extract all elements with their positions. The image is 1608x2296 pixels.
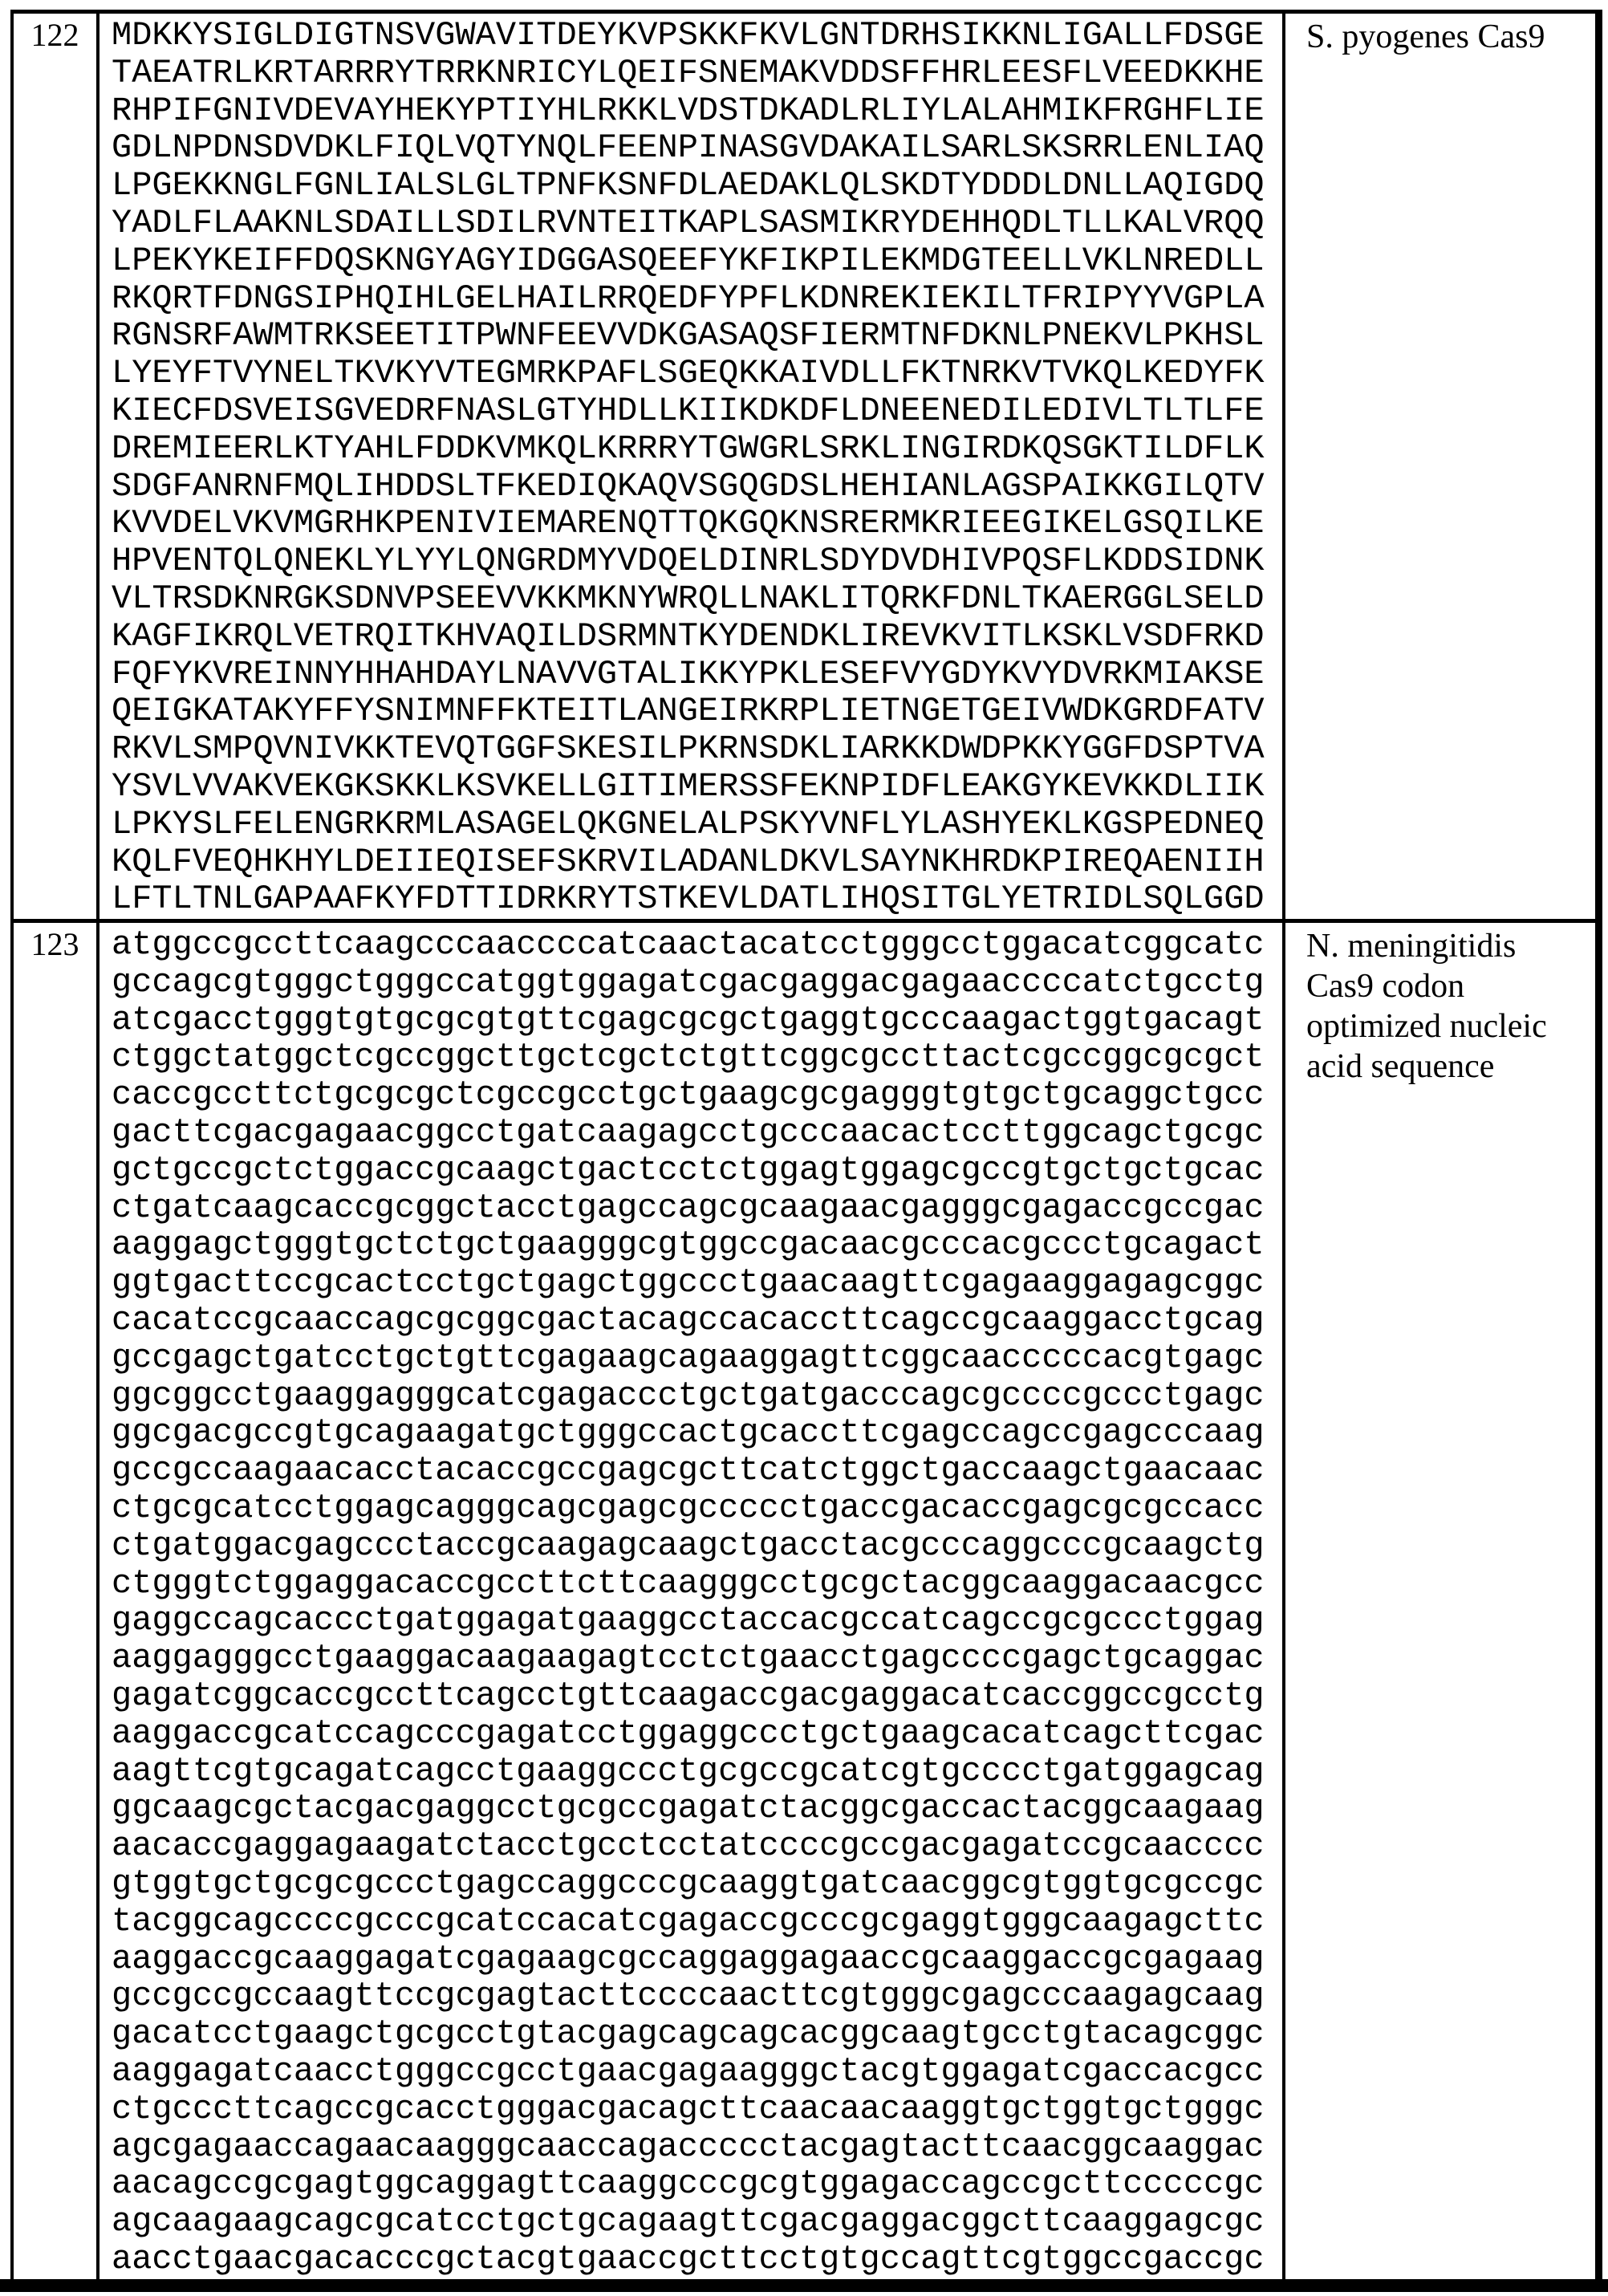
sequence-line: atggccgccttcaagcccaaccccatcaactacatcctgggcctggacatcggcatc: [112, 925, 1265, 964]
sequence-line: KQLFVEQHKHYLDEIIEQISEFSKRVILADANLDKVLSAYNKHRDKPIREQAENIIH: [112, 842, 1265, 881]
sequence-line: SDGFANRNFMQLIHDDSLTFKEDIQKAQVSGQGDSLHEHIANLAGSPAIKKGILQTV: [112, 466, 1265, 506]
sequence-line: gacttcgacgagaacggcctgatcaagagcctgcccaacactccttggcagctgcgc: [112, 1112, 1265, 1152]
sequence-line: KVVDELVKVMGRHKPENIVIEMARENQTTQKGQKNSRERMKRIEEGIKELGSQILKE: [112, 504, 1265, 543]
sequence-line: ctgcccttcagccgcacctgggacgacagcttcaacaacaaggtgctggtgctgggc: [112, 2089, 1265, 2128]
sequence-line: ctggctatggctcgccggcttgctcgctctgttcggcgccttactcgccggcgcgct: [112, 1038, 1265, 1077]
sequence-line: gccgccaagaacacctacaccgccgagcgcttcatctggctgaccaagctgaacaac: [112, 1451, 1265, 1490]
sequence-line: ctgatcaagcaccgcggctacctgagccagcgcaagaacgagggcgagaccgccgac: [112, 1188, 1265, 1227]
sequence-line: aagttcgtgcagatcagcctgaaggccctgcgccgcatcgtgcccctgatggagcag: [112, 1751, 1265, 1790]
table-row: [14, 923, 1595, 2279]
sequence-line: ggcaagcgctacgacgaggcctgcgccgagatctacggcgaccactacggcaagaag: [112, 1789, 1265, 1828]
sequence-listing-table: [10, 10, 1602, 2279]
description-line: S. pyogenes Cas9: [1306, 18, 1545, 55]
sequence-line: gaggccagcaccctgatggagatgaaggcctaccacgccatcagccgcgccctggag: [112, 1601, 1265, 1640]
sequence-line: ggcggcctgaaggagggcatcgagaccctgctgatgacccagcgccccgccctgagc: [112, 1376, 1265, 1415]
sequence-line: LPKYSLFELENGRKRMLASAGELQKGNELALPSKYVNFLYLASHYEKLKGSPEDNEQ: [112, 804, 1265, 843]
sequence-line: agcaagaagcagcgcatcctgctgcagaagttcgacgaggacggcttcaaggagcgc: [112, 2202, 1265, 2241]
sequence-line: caccgccttctgcgcgctcgccgcctgctgaagcgcgagggtgtgctgcaggctgcc: [112, 1075, 1265, 1115]
sequence-line: ctgcgcatcctggagcagggcagcgagcgccccctgaccgacaccgagcgcgccacc: [112, 1488, 1265, 1527]
sequence-line: aaggaccgcaaggagatcgagaagcgccaggaggagaaccgcaaggaccgcgagaag: [112, 1939, 1265, 1978]
sequence-line: aacagccgcgagtggcaggagttcaaggcccgcgtggagaccagccgcttcccccgc: [112, 2164, 1265, 2204]
sequence-line: aacaccgaggagaagatctacctgcctcctatccccgccgacgagatccgcaacccc: [112, 1827, 1265, 1866]
sequence-line: gccgccgccaagttccgcgagtacttccccaacttcgtgggcgagcccaagagcaag: [112, 1977, 1265, 2016]
sequence-line: gccgagctgatcctgctgttcgagaagcagaaggagttcggcaacccccacgtgagc: [112, 1338, 1265, 1377]
sequence-line: KAGFIKRQLVETRQITKHVAQILDSRMNTKYDENDKLIREVKVITLKSKLVSDFRKD: [112, 616, 1265, 656]
sequence-description: [1285, 14, 1595, 919]
sequence-line: VLTRSDKNRGKSDNVPSEEVVKKMKNYWRQLLNAKLITQRKFDNLTKAERGGLSELD: [112, 579, 1265, 618]
sequence-line: ctgggtctggaggacaccgccttcttcaagggcctgcgctacggcaaggacaacgcc: [112, 1563, 1265, 1603]
sequence-line: ctgatggacgagccctaccgcaagagcaagctgacctacgcccaggcccgcaagctg: [112, 1526, 1265, 1565]
sequence-line: GDLNPDNSDVDKLFIQLVQTYNQLFEENPINASGVDAKAILSARLSKSRRLENLIAQ: [112, 128, 1265, 168]
sequence-line: gagatcggcaccgccttcagcctgttcaagaccgacgaggacatcaccggccgcctg: [112, 1676, 1265, 1715]
sequence-line: RGNSRFAWMTRKSEETITPWNFEEVVDKGASAQSFIERMTNFDKNLPNEKVLPKHSL: [112, 316, 1265, 356]
sequence-line: RKVLSMPQVNIVKKTEVQTGGFSKESILPKRNSDKLIARKKDWDPKKYGGFDSPTVA: [112, 729, 1265, 769]
sequence-line: FQFYKVREINNYHHAHDAYLNAVVGTALIKKYPKLESEFVYGDYKVYDVRKMIAKSE: [112, 654, 1265, 693]
sequence-line: aaggagatcaacctgggccgcctgaacgagaagggctacgtggagatcgaccacgcc: [112, 2051, 1265, 2091]
sequence-line: aaggaccgcatccagcccgagatcctggaggccctgctgaagcacatcagcttcgac: [112, 1713, 1265, 1753]
sequence-line: LPEKYKEIFFDQSKNGYAGYIDGGASQEEFYKFIKPILEKMDGTEELLVKLNREDLL: [112, 241, 1265, 280]
page-bottom-rule: [0, 2279, 1608, 2292]
sequence-line: gctgccgctctggaccgcaagctgactcctctggagtggagcgccgtgctgctgcac: [112, 1150, 1265, 1189]
sequence-line: agcgagaaccagaacaagggcaaccagaccccctacgagtacttcaacggcaaggac: [112, 2127, 1265, 2166]
sequence-line: ggtgacttccgcactcctgctgagctggccctgaacaagttcgagaaggagagcggc: [112, 1263, 1265, 1302]
description-line: optimized nucleic: [1306, 1008, 1547, 1045]
sequence-line: YSVLVVAKVEKGKSKKLKSVKELLGITIMERSSFEKNPIDFLEAKGYKEVKKDLIIK: [112, 766, 1265, 806]
sequence-line: gccagcgtgggctgggccatggtggagatcgacgaggacgagaaccccatctgcctg: [112, 962, 1265, 1002]
sequence-line: gtggtgctgcgcgccctgagccaggcccgcaaggtgatcaacggcgtggtgcgccgc: [112, 1863, 1265, 1903]
sequence-line: HPVENTQLQNEKLYLYYLQNGRDMYVDQELDINRLSDYDVDHIVPQSFLKDDSIDNK: [112, 542, 1265, 581]
sequence-line: RHPIFGNIVDEVAYHEKYPTIYHLRKKLVDSTDKADLRLIYLALAHMIKFRGHFLIE: [112, 91, 1265, 130]
seq-id: 123: [14, 923, 99, 2279]
sequence-line: aaggagggcctgaaggacaagaagagtcctctgaacctgagccccgagctgcaggac: [112, 1639, 1265, 1678]
sequence-line: atcgacctgggtgtgcgcgtgttcgagcgcgctgaggtgcccaagactggtgacagt: [112, 1000, 1265, 1039]
sequence-line: LFTLTNLGAPAAFKYFDTTIDRKRYTSTKEVLDATLIHQSITGLYETRIDLSQLGGD: [112, 880, 1265, 919]
sequence-text: [99, 923, 1285, 2279]
sequence-line: tacggcagccccgcccgcatccacatcgagaccgcccgcgaggtgggcaagagcttc: [112, 1901, 1265, 1940]
sequence-line: LYEYFTVYNELTKVKYVTEGMRKPAFLSGEQKKAIVDLLFKTNRKVTVKQLKEDYFK: [112, 354, 1265, 393]
table-row: [14, 14, 1595, 923]
sequence-line: gacatcctgaagctgcgcctgtacgagcagcagcacggcaagtgcctgtacagcggc: [112, 2014, 1265, 2054]
sequence-line: ggcgacgccgtgcagaagatgctgggccactgcaccttcgagccagccgagcccaag: [112, 1413, 1265, 1453]
sequence-line: aaggagctgggtgctctgctgaagggcgtggccgacaacgcccacgccctgcagact: [112, 1225, 1265, 1265]
description-line: Cas9 codon: [1306, 968, 1465, 1005]
sequence-description: [1285, 923, 1595, 2279]
seq-id: 122: [14, 14, 99, 919]
sequence-line: KIECFDSVEISGVEDRFNASLGTYHDLLKIIKDKDFLDNEENEDILEDIVLTLTLFE: [112, 391, 1265, 430]
sequence-text: [99, 14, 1285, 919]
description-line: N. meningitidis: [1306, 928, 1517, 965]
sequence-line: cacatccgcaaccagcgcggcgactacagccacaccttcagccgcaaggacctgcag: [112, 1300, 1265, 1339]
sequence-line: YADLFLAAKNLSDAILLSDILRVNTEITKAPLSASMIKRYDEHHQDLTLLKALVRQQ: [112, 203, 1265, 242]
sequence-line: TAEATRLKRTARRRYTRRKNRICYLQEIFSNEMAKVDDSFFHRLEESFLVEEDKKHE: [112, 53, 1265, 92]
sequence-line: LPGEKKNGLFGNLIALSLGLTPNFKSNFDLAEDAKLQLSKDTYDDDLDNLLAQIGDQ: [112, 166, 1265, 205]
sequence-line: aacctgaacgacacccgctacgtgaaccgcttcctgtgccagttcgtggccgaccgc: [112, 2239, 1265, 2278]
description-line: acid sequence: [1306, 1048, 1495, 1085]
sequence-line: QEIGKATAKYFFYSNIMNFFKTEITLANGEIRKRPLIETNGETGEIVWDKGRDFATV: [112, 692, 1265, 731]
sequence-line: RKQRTFDNGSIPHQIHLGELHAILRRQEDFYPFLKDNREKIEKILTFRIPYYVGPLA: [112, 278, 1265, 318]
sequence-line: MDKKYSIGLDIGTNSVGWAVITDEYKVPSKKFKVLGNTDRHSIKKNLIGALLFDSGE: [112, 16, 1265, 55]
sequence-line: DREMIEERLKTYAHLFDDKVMKQLKRRRYTGWGRLSRKLINGIRDKQSGKTILDFLK: [112, 429, 1265, 468]
